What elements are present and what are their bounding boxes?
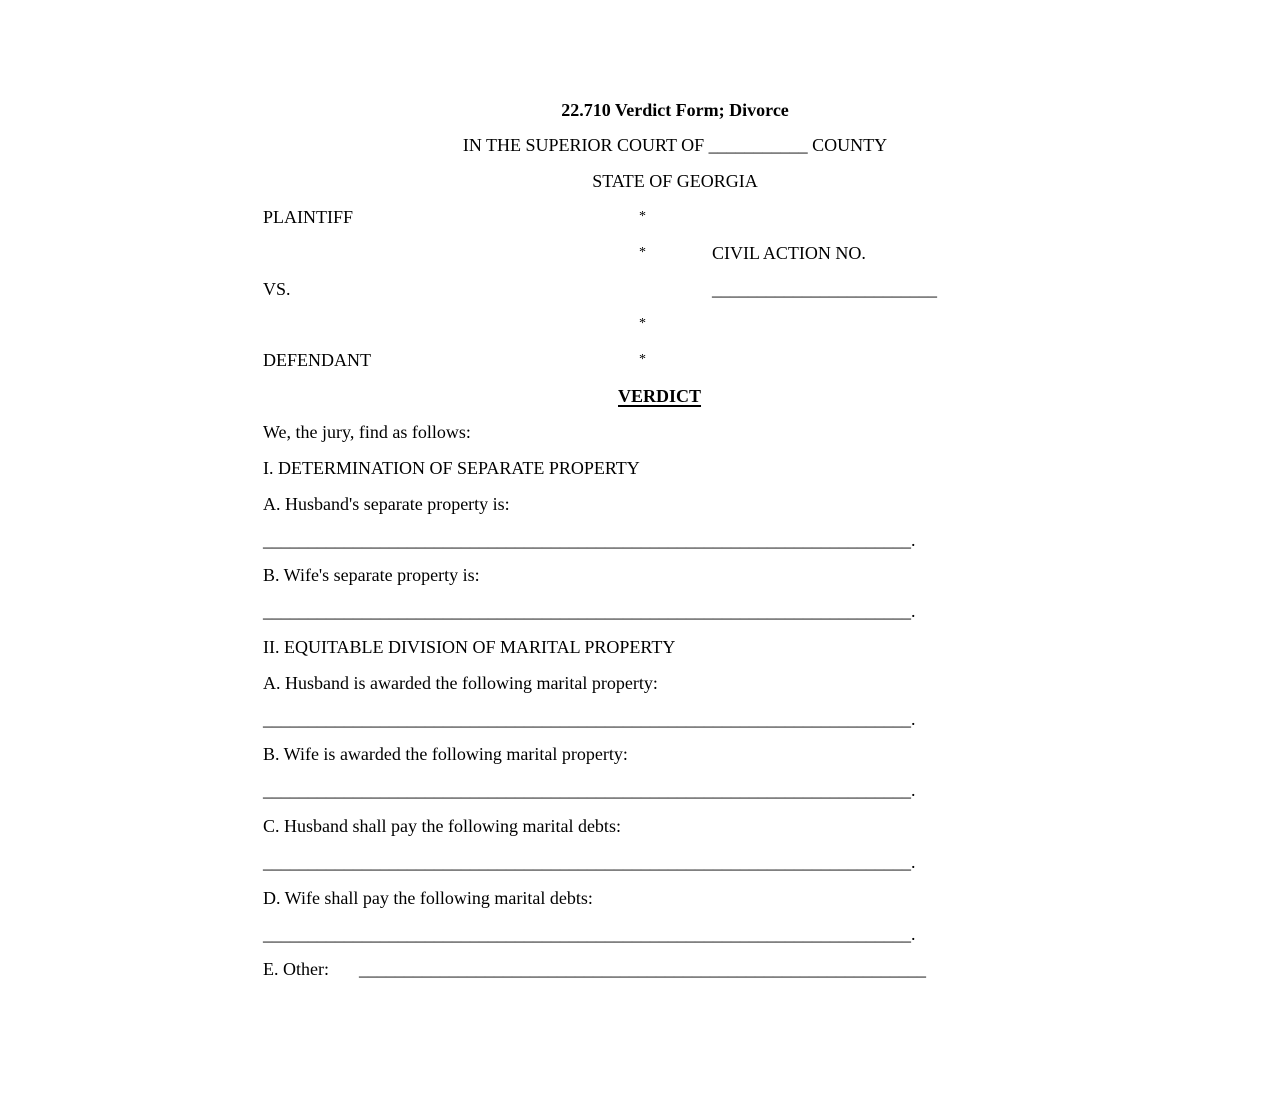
item-label: B. Wife is awarded the following marital property: (263, 744, 628, 764)
vs-label: VS. (263, 279, 291, 299)
item-label: C. Husband shall pay the following marital debts: (263, 816, 621, 836)
state-line: STATE OF GEORGIA (592, 171, 758, 191)
item-label: A. Husband is awarded the following marital property: (263, 673, 658, 693)
other-field[interactable]: _______________________________________________________________ (359, 959, 926, 979)
item-label: A. Husband's separate property is: (263, 494, 510, 514)
plaintiff-label: PLAINTIFF (263, 207, 354, 227)
defendant-label: DEFENDANT (263, 350, 371, 370)
wife-marital-property-field[interactable]: ________________________________________________________________________. (263, 780, 916, 800)
caption-separator: * (639, 316, 646, 331)
caption-separator: * (639, 352, 646, 367)
civil-action-number-field[interactable]: _________________________ (712, 279, 937, 299)
section-heading: II. EQUITABLE DIVISION OF MARITAL PROPERTY (263, 637, 676, 657)
caption-separator: * (639, 245, 646, 260)
husband-debts-field[interactable]: ________________________________________________________________________. (263, 852, 916, 872)
jury-intro: We, the jury, find as follows: (263, 422, 471, 442)
item-label: B. Wife's separate property is: (263, 565, 480, 585)
husband-marital-property-field[interactable]: ________________________________________________________________________. (263, 709, 916, 729)
section-heading: I. DETERMINATION OF SEPARATE PROPERTY (263, 458, 640, 478)
item-label: D. Wife shall pay the following marital debts: (263, 888, 593, 908)
caption-separator: * (639, 209, 646, 224)
wife-separate-property-field[interactable]: ________________________________________________________________________. (263, 601, 916, 621)
husband-separate-property-field[interactable]: ________________________________________________________________________. (263, 530, 916, 550)
civil-action-label: CIVIL ACTION NO. (712, 243, 866, 263)
wife-debts-field[interactable]: ________________________________________________________________________. (263, 924, 916, 944)
item-label: E. Other: (263, 959, 329, 979)
verdict-heading: VERDICT (618, 386, 702, 406)
court-line: IN THE SUPERIOR COURT OF ___________ COUNTY (462, 135, 888, 155)
document-title: 22.710 Verdict Form; Divorce (561, 100, 789, 120)
